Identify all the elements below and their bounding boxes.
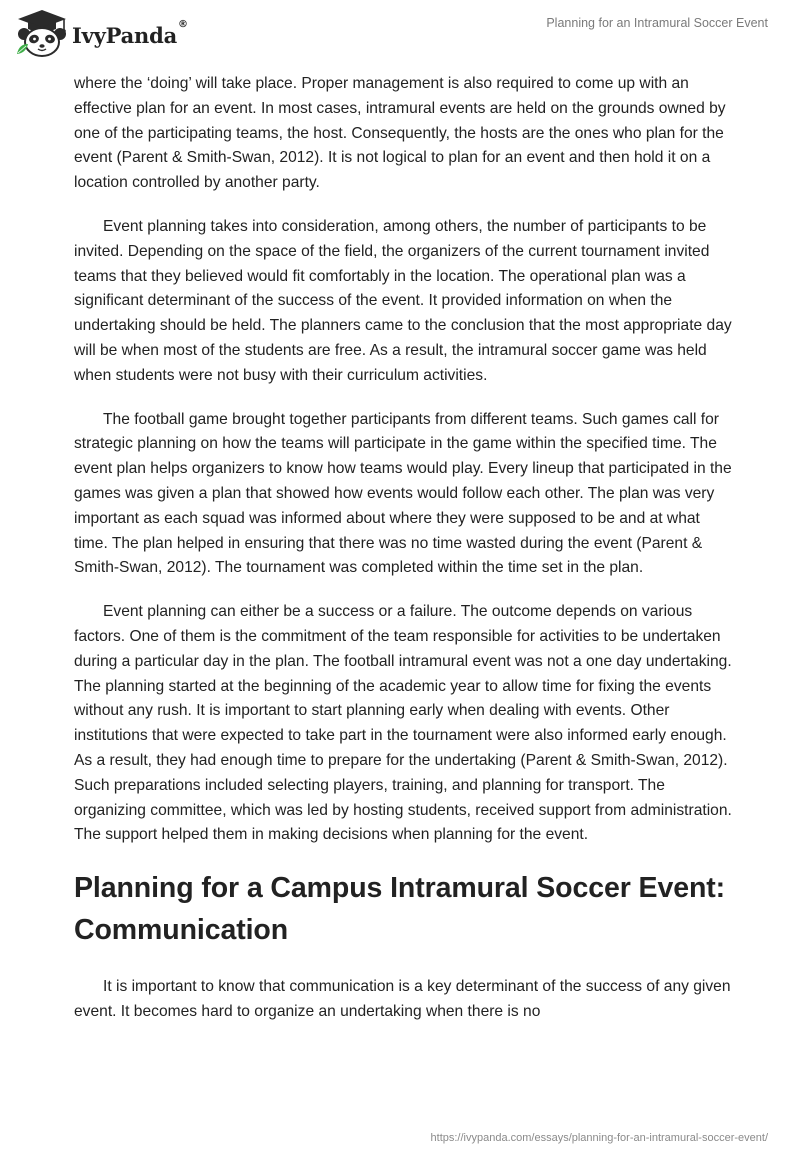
paragraph-continuation: where the ‘doing’ will take place. Proper management is also required to come up with an effective plan for an event. In most cases, intramural events are held on the grounds owned by one of the participating teams, the host. Consequently, the hosts are the ones who plan for the event (Parent & Smith-Swan, 2012). It is not logical to plan for an event and then hold it on a location controlled by another party. [74,75,726,192]
paragraph: The football game brought together participants from different teams. Such games call for strategic planning on how the teams will participate in the game within the specified time. The event plan helps organizers to know how teams would play. Every lineup that participated in the games was given a plan that showed how events would follow each other. The plan was very important as each squad was informed about where they were supposed to be and at what time. The plan helped in ensuring that there was no time wasted during the event (Parent & Smith-Swan, 2012). The tournament was completed within the time set in the plan. [74,410,732,577]
section-heading: Planning for a Campus Intramural Soccer Event: Communication [74,872,726,947]
ivypanda-logo[interactable] [14,8,188,58]
registered-mark: ® [178,18,188,30]
panda-graduate-icon [14,8,70,58]
document-title: Planning for an Intramural Soccer Event [546,16,768,30]
paragraph: Event planning takes into consideration, among others, the number of participants to be invited. Depending on the space of the field, the organizers of the current tournament invited teams that they believed would fit comfortably in the location. The operational plan was a significant determinant of the success of the event. It provided information on when the undertaking should be held. The planners came to the conclusion that the most appropriate day will be when most of the students are free. As a result, the intramural soccer game was held when students were not busy with their curriculum activities. [74,217,732,384]
paragraph: It is important to know that communication is a key determinant of the success of any given event. It becomes hard to organize an undertaking when there is no [74,978,731,1020]
footer-url[interactable]: https://ivypanda.com/essays/planning-for-an-intramural-soccer-event/ [430,1132,768,1144]
page-header [0,0,800,70]
brand-name: IvyPanda® [72,18,188,48]
essay-body [74,72,734,1044]
paragraph: Event planning can either be a success or a failure. The outcome depends on various factors. One of them is the commitment of the team responsible for activities to be undertaken during a particular day in the plan. The football intramural event was not a one day undertaking. The planning started at the beginning of the academic year to allow time for fixing the events without any rush. It is important to start planning early when dealing with events. Other institutions that were expected to take part in the tournament were also informed early enough. As a result, they had enough time to prepare for the undertaking (Parent & Smith-Swan, 2012). Such preparations included selecting players, training, and planning for transport. The organizing committee, which was led by hosting students, received support from administration. The support helped them in making decisions when planning for the event. [74,603,732,844]
